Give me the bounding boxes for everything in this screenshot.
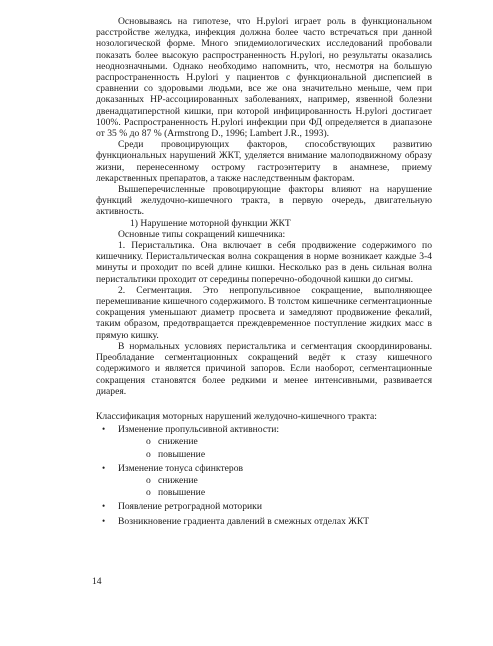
list-item-text: Возникновение градиента давлений в смежных отделах ЖКТ xyxy=(118,515,370,527)
page-number: 14 xyxy=(92,576,102,587)
paragraph-provoking-factors: Среди провоцирующих факторов, способствующих развитию функциональных нарушений ЖКТ, уделяется внимание малоподвижному образу жизни, перенесенному острому гастроэнтериту в анамнезе, приему лекарственных препаратов, а также наследственным факторам. xyxy=(96,139,432,184)
paragraph-segmentation: 2. Сегментация. Это непропульсивное сокращение, выполняющее перемешивание кишечного содержимого. В толстом кишечнике сегментационные сокращения уменьшают диаметр просвета и замедляют продвижение фекалий, таким образом, предотвращается преждевременное поступление жидких масс в прямую кишку. xyxy=(96,284,432,341)
paragraph-hpylori: Основываясь на гипотезе, что H.pylori играет роль в функциональном расстройстве желудка, инфекция должна более часто встречаться при данной нозологической форме. Много эпидемиологических исследований пробовали показать более высокую распространенность H.pylori, но результаты оказались неоднозначными. Однако необходимо напомнить, что, несмотря на большую распространенность H.pylori у пациентов с функциональной диспепсией в сравнении со здоровыми людьми, все же она значительно меньше, чем при доказанных НР-ассоциированных заболеваниях, например, язвенной болезни двенадцатиперстной кишки, при которой инфицированность H.pylori достигает 100%. Распространенность H.pylori инфекции при ФД определяется в диапазоне от 35 % до 87 % (Armstrong D., 1996; Lambert J.R., 1993). xyxy=(96,16,432,140)
paragraph-motor-activity: Вышеперечисленные провоцирующие факторы влияют на нарушение функций желудочно-кишечного тракта, в первую очередь, двигательную активность. xyxy=(96,184,432,218)
paragraph-coordination: В нормальных условиях перистальтика и сегментация скоординированы. Преобладание сегментационных сокращений ведёт к стазу кишечного содержимого и является причиной запоров. Если наоборот, сегментационные сокращения становятся более редкими и менее интенсивными, развивается диарея. xyxy=(96,340,432,397)
list-item-text: Изменение тонуса сфинктеров xyxy=(118,462,244,474)
list-item-text: Появление ретроградной моторики xyxy=(118,501,262,513)
bullet-icon: • xyxy=(102,501,106,512)
sub-list-item-text: повышение xyxy=(158,487,206,499)
blank-line xyxy=(96,397,432,411)
list-item xyxy=(96,424,432,460)
paragraph-peristalsis: 1. Перистальтика. Она включает в себя продвижение содержимого по кишечнику. Перистальтическая волна сокращения в норме возникает каждые 3-4 минуты и проходит по всей длине кишки. Несколько раз в день сильная волна перистальтики проходит от середины поперечно-ободочной кишки до сигмы. xyxy=(96,240,432,285)
sub-list-item xyxy=(118,436,432,447)
circle-bullet-icon: o xyxy=(146,448,151,460)
classification-list xyxy=(96,424,432,527)
heading-contraction-types: Основные типы сокращений кишечника: xyxy=(118,228,286,240)
list-item-text: Изменение пропульсивной активности: xyxy=(118,424,280,436)
circle-bullet-icon: o xyxy=(146,487,151,499)
sub-list-item xyxy=(118,487,432,498)
sub-list-item-text: снижение xyxy=(158,474,198,486)
bullet-icon: • xyxy=(102,424,106,435)
bullet-icon: • xyxy=(102,515,106,526)
circle-bullet-icon: o xyxy=(146,436,151,448)
sub-list-item-text: снижение xyxy=(158,436,198,448)
list-item xyxy=(96,463,432,499)
sub-list xyxy=(118,436,432,459)
sub-list xyxy=(118,475,432,498)
sub-list-item xyxy=(118,475,432,486)
classification-title: Классификация моторных нарушений желудочно-кишечного тракта: xyxy=(96,410,377,422)
list-item xyxy=(96,516,432,527)
heading-motor-function: 1) Нарушение моторной функции ЖКТ xyxy=(130,217,291,229)
bullet-icon: • xyxy=(102,462,106,473)
page-content xyxy=(96,16,432,530)
sub-list-item xyxy=(118,449,432,460)
circle-bullet-icon: o xyxy=(146,474,151,486)
list-item xyxy=(96,501,432,512)
sub-list-item-text: повышение xyxy=(158,448,206,460)
